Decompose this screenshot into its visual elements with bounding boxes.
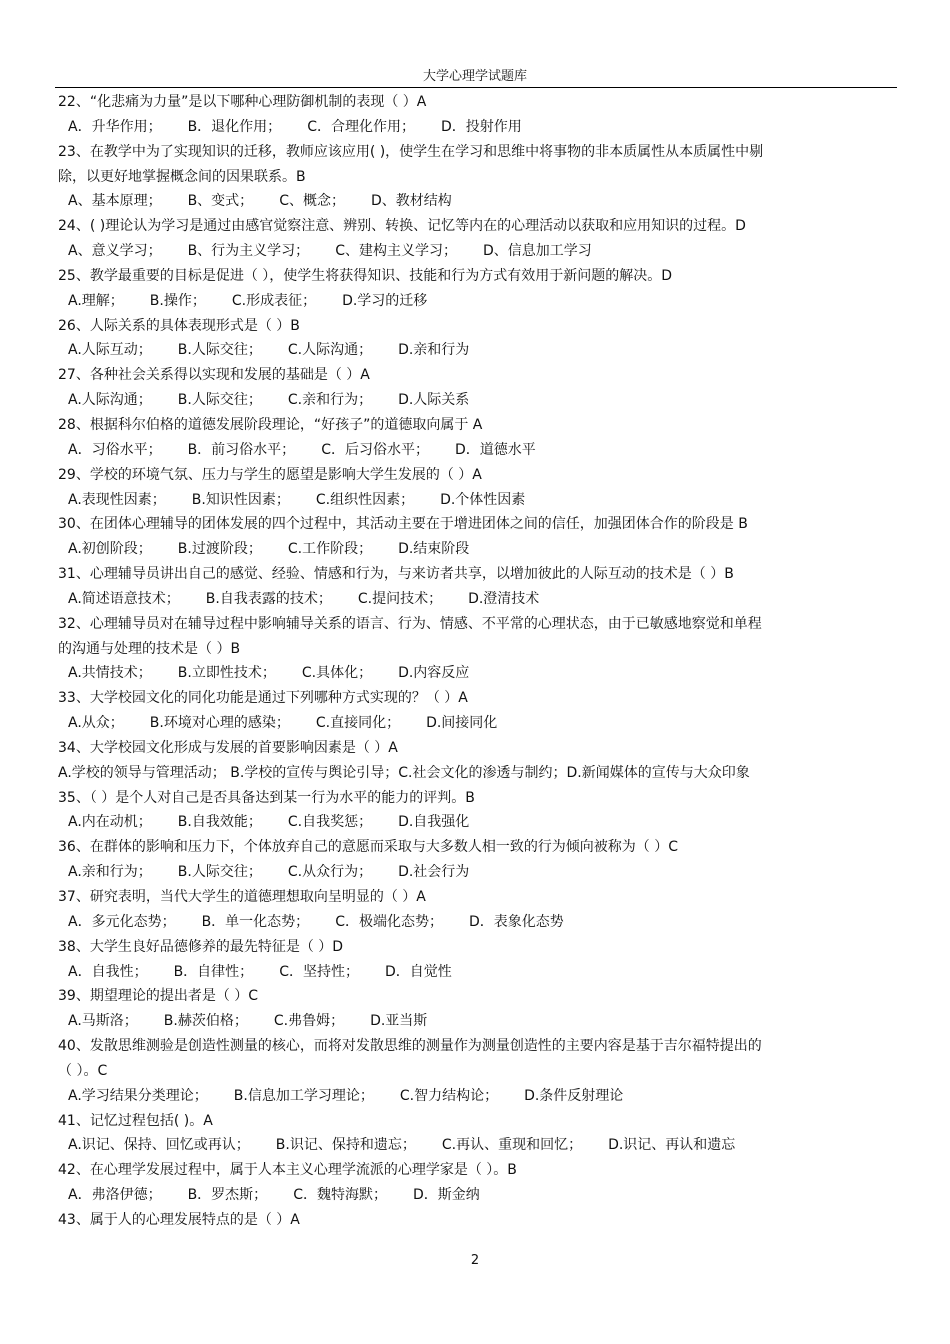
answer-option: C.提问技术； bbox=[357, 590, 443, 607]
answer-options bbox=[58, 289, 896, 314]
question-text: 23、在教学中为了实现知识的迁移，教师应该应用( )，使学生在学习和思维中将事物的非本质属性从本质属性中剔 bbox=[58, 143, 764, 160]
answer-option: D．自觉性 bbox=[384, 963, 452, 980]
answer-options bbox=[58, 189, 896, 214]
answer-option: C.具体化； bbox=[301, 665, 373, 682]
question-text: 36、在群体的影响和压力下，个体放弃自己的意愿而采取与大多数人相一致的行为倾向被称为（ ）C bbox=[58, 839, 679, 856]
question-text: 35、（ ）是个人对自己是否具备达到某一行为水平的能力的评判。B bbox=[58, 789, 475, 806]
question-text: 28、根据科尔伯格的道德发展阶段理论，“好孩子”的道德取向属于 A bbox=[58, 416, 483, 433]
answer-option: B．罗杰斯； bbox=[187, 1187, 268, 1204]
answer-option: C.形成表征； bbox=[231, 292, 317, 309]
answer-option: B．前习俗水平； bbox=[187, 441, 296, 458]
answer-option: B.赫茨伯格； bbox=[163, 1013, 248, 1030]
answer-options bbox=[58, 115, 896, 140]
answer-option: A.共情技术； bbox=[68, 665, 152, 682]
question-text: 27、各种社会关系得以实现和发展的基础是（ ）A bbox=[58, 367, 370, 384]
answer-option: C．坚持性； bbox=[279, 963, 359, 980]
answer-options bbox=[58, 338, 896, 363]
answer-option: A．多元化态势； bbox=[68, 913, 176, 930]
answer-option: B.过渡阶段； bbox=[177, 541, 262, 558]
question-text: 41、记忆过程包括( )。A bbox=[58, 1112, 213, 1129]
answer-option: C.组织性因素； bbox=[315, 491, 415, 508]
answer-option: D．表象化态势 bbox=[468, 913, 564, 930]
answer-options bbox=[58, 1183, 896, 1208]
answer-options bbox=[58, 587, 896, 612]
answer-option: D.亚当斯 bbox=[370, 1013, 428, 1030]
question-text: 37、研究表明，当代大学生的道德理想取向呈明显的（ ）A bbox=[58, 889, 426, 905]
answer-option: D．投射作用 bbox=[440, 118, 522, 135]
answer-option: D.结束阶段 bbox=[398, 541, 470, 558]
question-text: 40、发散思维测验是创造性测量的核心，而将对发散思维的测量作为测量创造性的主要内容是基于吉尔福特提出的 bbox=[58, 1038, 762, 1055]
answer-option: B.环境对心理的感染； bbox=[149, 715, 290, 732]
question-text: 24、( )理论认为学习是通过由感官觉察注意、辨别、转换、记忆等内在的心理活动以获取和应用知识的过程。D bbox=[58, 218, 746, 235]
answer-option: B.知识性因素； bbox=[191, 491, 290, 508]
answer-option: A.表现性因素； bbox=[68, 491, 166, 508]
answer-option: B.自我表露的技术； bbox=[205, 590, 332, 607]
question-text: 29、学校的环境气氛、压力与学生的愿望是影响大学生发展的（ ）A bbox=[58, 466, 482, 483]
answer-option: C.自我奖惩； bbox=[287, 814, 373, 831]
answer-options bbox=[58, 661, 896, 686]
question-text: 38、大学生良好品德修养的最先特征是（ ）D bbox=[58, 938, 344, 955]
answer-option: D.识记、再认和遗忘 bbox=[608, 1137, 736, 1154]
page-header: 大学心理学试题库 bbox=[422, 69, 527, 84]
answer-option: C.亲和行为； bbox=[287, 392, 373, 409]
answer-option: C．后习俗水平； bbox=[321, 441, 429, 458]
question-continuation: 的沟通与处理的技术是（ ）B bbox=[58, 640, 241, 657]
question-continuation: A.学校的领导与管理活动； B.学校的宣传与舆论引导；C.社会文化的渗透与制约；D.新闻媒体的宣传与大众印象 bbox=[58, 764, 750, 781]
answer-options bbox=[58, 537, 896, 562]
answer-option: C.从众行为； bbox=[287, 864, 373, 881]
answer-options bbox=[58, 810, 896, 835]
answer-options bbox=[58, 438, 896, 463]
answer-option: B．自律性； bbox=[173, 963, 254, 980]
question-text: 34、大学校园文化形成与发展的首要影响因素是（ ）A bbox=[58, 739, 398, 756]
answer-options bbox=[58, 1133, 896, 1158]
answer-option: C．合理化作用； bbox=[307, 118, 415, 135]
question-text: 22、“化悲痛为力量”是以下哪种心理防御机制的表现（ ）A bbox=[58, 94, 427, 110]
answer-option: D.条件反射理论 bbox=[524, 1087, 624, 1104]
answer-option: C、概念； bbox=[279, 193, 345, 210]
answer-options bbox=[58, 711, 896, 736]
answer-option: D.社会行为 bbox=[398, 864, 470, 881]
answer-option: B.操作； bbox=[149, 292, 206, 309]
answer-option: C.再认、重现和回忆； bbox=[441, 1137, 583, 1154]
answer-option: A.马斯洛； bbox=[68, 1013, 138, 1030]
answer-option: B.立即性技术； bbox=[177, 665, 276, 682]
question-text: 25、教学最重要的目标是促进（ ），使学生将获得知识、技能和行为方式有效用于新问题的解决。D bbox=[58, 267, 673, 284]
answer-option: B.人际交往； bbox=[177, 342, 262, 359]
answer-option: C．魏特海默； bbox=[293, 1187, 387, 1204]
answer-options bbox=[58, 1009, 896, 1034]
answer-option: A.从众； bbox=[68, 715, 124, 732]
answer-option: D.自我强化 bbox=[398, 814, 470, 831]
answer-option: B、变式； bbox=[187, 193, 254, 210]
answer-options bbox=[58, 860, 896, 885]
answer-option: B.自我效能； bbox=[177, 814, 262, 831]
answer-option: B.人际交往； bbox=[177, 864, 262, 881]
answer-option: A．弗洛伊德； bbox=[68, 1187, 162, 1204]
answer-option: D.间接同化 bbox=[426, 715, 498, 732]
answer-option: C．极端化态势； bbox=[335, 913, 443, 930]
answer-option: A.人际互动； bbox=[68, 342, 152, 359]
answer-option: A．习俗水平； bbox=[68, 441, 162, 458]
answer-option: B.人际交往； bbox=[177, 392, 262, 409]
page-number: 2 bbox=[470, 1253, 480, 1268]
answer-option: A.亲和行为； bbox=[68, 864, 152, 881]
answer-option: C.工作阶段； bbox=[287, 541, 373, 558]
answer-option: C、建构主义学习； bbox=[335, 243, 457, 260]
answer-options bbox=[58, 910, 896, 935]
answer-option: A.识记、保持、回忆或再认； bbox=[68, 1137, 250, 1154]
answer-option: D.亲和行为 bbox=[398, 342, 470, 359]
answer-option: A.初创阶段； bbox=[68, 541, 152, 558]
question-text: 32、心理辅导员对在辅导过程中影响辅导关系的语言、行为、情感、不平常的心理状态，由于已敏感地察觉和单程 bbox=[58, 615, 762, 632]
answer-option: D．斯金纳 bbox=[412, 1187, 480, 1204]
question-text: 39、期望理论的提出者是（ ）C bbox=[58, 988, 259, 1005]
question-continuation: （ ）。C bbox=[58, 1062, 108, 1079]
question-text: 42、在心理学发展过程中，属于人本主义心理学流派的心理学家是（ ）。B bbox=[58, 1162, 517, 1179]
answer-option: D.澄清技术 bbox=[468, 590, 540, 607]
answer-options bbox=[58, 388, 896, 413]
answer-option: D．道德水平 bbox=[454, 441, 536, 458]
answer-option: B、行为主义学习； bbox=[187, 243, 310, 260]
answer-option: C.弗鲁姆； bbox=[273, 1013, 345, 1030]
answer-option: B．退化作用； bbox=[187, 118, 282, 135]
answer-option: A.学习结果分类理论； bbox=[68, 1087, 208, 1104]
answer-options bbox=[58, 488, 896, 513]
answer-option: D、教材结构 bbox=[370, 193, 452, 210]
question-text: 31、心理辅导员讲出自己的感觉、经验、情感和行为，与来访者共享，以增加彼此的人际互动的技术是（ ）B bbox=[58, 566, 734, 583]
question-text: 33、大学校园文化的同化功能是通过下列哪种方式实现的？（ ）A bbox=[58, 690, 468, 707]
question-continuation: 除，以更好地掌握概念间的因果联系。B bbox=[58, 168, 306, 185]
answer-option: D.内容反应 bbox=[398, 665, 470, 682]
answer-option: D.人际关系 bbox=[398, 392, 470, 409]
answer-option: B.识记、保持和遗忘； bbox=[275, 1137, 416, 1154]
answer-option: D.个体性因素 bbox=[440, 491, 526, 508]
question-text: 43、属于人的心理发展特点的是（ ）A bbox=[58, 1211, 300, 1228]
answer-option: A.理解； bbox=[68, 292, 124, 309]
question-text: 26、人际关系的具体表现形式是（ ）B bbox=[58, 317, 300, 334]
answer-options bbox=[58, 239, 896, 264]
answer-option: A．自我性； bbox=[68, 963, 148, 980]
answer-option: D、信息加工学习 bbox=[482, 243, 592, 260]
answer-option: D.学习的迁移 bbox=[342, 292, 428, 309]
answer-option: A.内在动机； bbox=[68, 814, 152, 831]
answer-option: A、意义学习； bbox=[68, 243, 162, 260]
answer-option: B.信息加工学习理论； bbox=[233, 1087, 374, 1104]
answer-option: B．单一化态势； bbox=[201, 913, 310, 930]
answer-options bbox=[58, 960, 896, 985]
answer-option: C.直接同化； bbox=[315, 715, 401, 732]
answer-option: C.智力结构论； bbox=[399, 1087, 499, 1104]
question-text: 30、在团体心理辅导的团体发展的四个过程中，其活动主要在于增进团体之间的信任，加强团体合作的阶段是 B bbox=[58, 516, 748, 533]
header-rule bbox=[55, 87, 897, 88]
question-list bbox=[58, 90, 896, 1233]
answer-option: A．升华作用； bbox=[68, 118, 162, 135]
answer-option: C.人际沟通； bbox=[287, 342, 373, 359]
answer-option: A、基本原理； bbox=[68, 193, 162, 210]
answer-option: A.人际沟通； bbox=[68, 392, 152, 409]
answer-option: A.简述语意技术； bbox=[68, 590, 180, 607]
answer-options bbox=[58, 1084, 896, 1109]
